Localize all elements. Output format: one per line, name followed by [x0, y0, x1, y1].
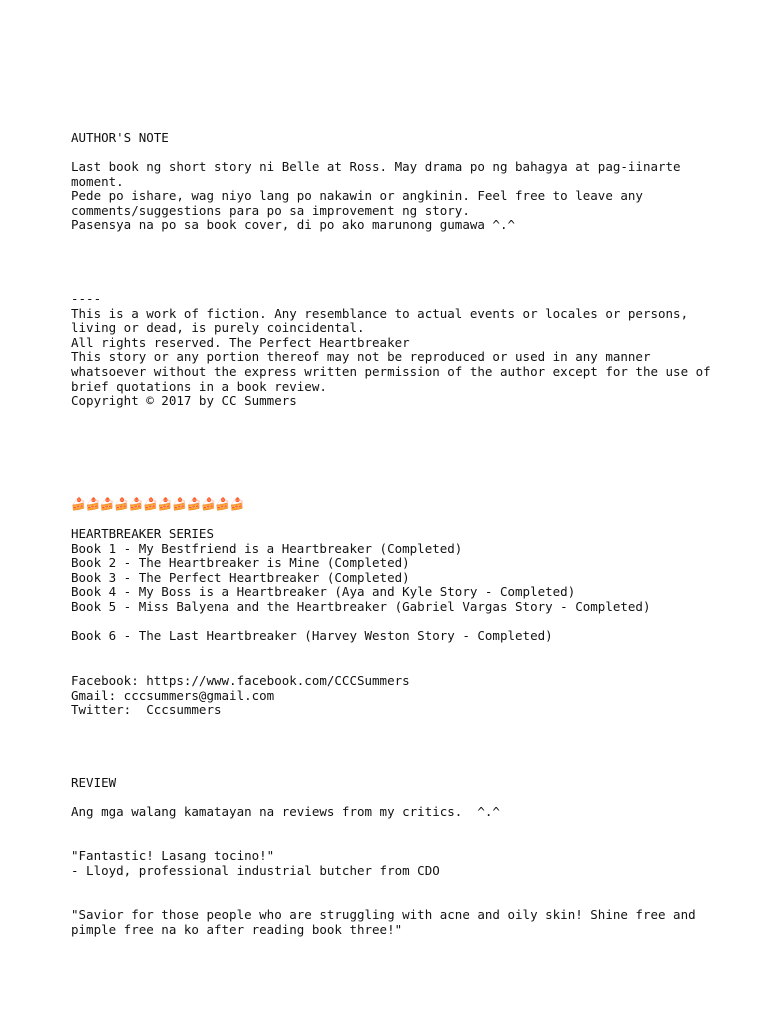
review-intro-block	[71, 805, 711, 820]
series-heading: HEARTBREAKER SERIES	[71, 526, 214, 541]
authors-note-body	[71, 160, 711, 233]
review-quote-2: "Savior for those people who are struggling with acne and oily skin! Shine free and pimple free na ko after reading book three!"	[71, 907, 704, 937]
facebook-contact: Facebook: https://www.facebook.com/CCCSummers	[71, 673, 410, 688]
document-page	[71, 0, 719, 1024]
gmail-contact: Gmail: cccsummers@gmail.com	[71, 687, 275, 703]
authors-note-section	[71, 131, 711, 146]
rights-reserved: All rights reserved. The Perfect Heartbreaker	[71, 334, 410, 350]
contacts-section	[71, 674, 711, 718]
authors-note-paragraph-1: Last book ng short story ni Belle at Ross. May drama po ng bahagya at pag-iinarte moment.	[71, 159, 689, 189]
review-quote-1: "Fantastic! Lasang tocino!"	[71, 848, 275, 863]
review-attribution-1: - Lloyd, professional industrial butcher from CDO	[71, 862, 440, 878]
copyright-section	[71, 291, 719, 409]
series-book-1: Book 1 - My Bestfriend is a Heartbreaker (Completed)	[71, 540, 463, 556]
authors-note-paragraph-2: Pede po ishare, wag niyo lang po nakawin or angkinin. Feel free to leave any comments/suggestions para po sa improvement ng story.	[71, 188, 651, 218]
review-section	[71, 776, 711, 791]
twitter-contact: Twitter: Cccsummers	[71, 702, 222, 718]
series-book-6-block	[71, 629, 711, 644]
review-quote-2-block	[71, 908, 711, 937]
authors-note-heading: AUTHOR'S NOTE	[71, 130, 169, 145]
authors-note-paragraph-3: Pasensya na po sa book cover, di po ako marunong gumawa ^.^	[71, 217, 516, 233]
series-book-4: Book 4 - My Boss is a Heartbreaker (Aya and Kyle Story - Completed)	[71, 584, 576, 600]
cake-divider	[71, 497, 711, 512]
review-intro: Ang mga walang kamatayan na reviews from my critics. ^.^	[71, 804, 500, 819]
series-book-2: Book 2 - The Heartbreaker is Mine (Completed)	[71, 555, 410, 571]
copyright-notice: Copyright © 2017 by CC Summers	[71, 393, 297, 409]
cake-divider-icons: 🍰🍰🍰🍰🍰🍰🍰🍰🍰🍰🍰🍰	[71, 497, 245, 511]
reproduction-notice: This story or any portion thereof may not be reproduced or used in any manner whatsoever without the express written permission of the author except for the use of brief quotations in a book review.	[71, 349, 719, 394]
series-book-3: Book 3 - The Perfect Heartbreaker (Completed)	[71, 569, 410, 585]
review-quote-1-block	[71, 849, 711, 878]
series-book-6: Book 6 - The Last Heartbreaker (Harvey Weston Story - Completed)	[71, 628, 553, 643]
section-separator: ----	[71, 291, 102, 306]
series-section	[71, 527, 711, 615]
series-book-5: Book 5 - Miss Balyena and the Heartbreaker (Gabriel Vargas Story - Completed)	[71, 598, 651, 614]
fiction-disclaimer: This is a work of fiction. Any resemblance to actual events or locales or persons, living or dead, is purely coincidental.	[71, 305, 696, 336]
review-heading: REVIEW	[71, 775, 117, 790]
